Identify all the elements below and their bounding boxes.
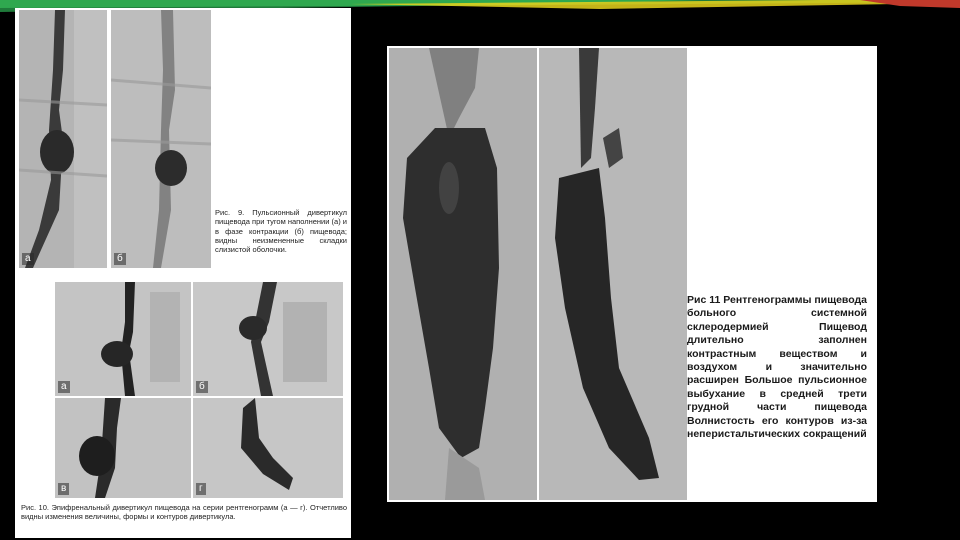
figure11-caption: Рис 11 Рентгенограммы пищевода больного системной склеродермией Пищевод длительно заполнен контрастным веществом и воздухом и значительно расширен Большое пульсионное выбухание в средней трети грудной части пищевода Волнистость его контуров из-за неперистальтических сокращений [687,294,867,441]
figure11-radiograph-left [389,48,537,500]
figure10-panel-d [193,398,343,498]
figure10-panel-c [55,398,191,498]
figure11-radiograph-right [539,48,687,500]
figure10-caption: Рис. 10. Эпифренальный дивертикул пищевода на серии рентгенограмм (а — г). Отчетливо видны изменения величины, формы и контуров дивертикула. [21,503,347,522]
left-book-page [15,8,351,538]
figure10-panel-a [55,282,191,396]
panel-letter: г [196,483,206,495]
figure9-panel-b [111,10,211,268]
panel-letter: a [22,253,34,265]
figure9-caption: Рис. 9. Пульсионный дивертикул пищевода при тугом наполнении (а) и в фазе контракции (б) пищевода; видны неизмененные складки слизистой оболочки. [215,208,347,255]
panel-letter: б [196,381,208,393]
figure10-panel-b [193,282,343,396]
panel-letter: а [58,381,70,393]
right-book-page [387,46,877,502]
figure9-panel-a [19,10,107,268]
panel-letter: б [114,253,126,265]
panel-letter: в [58,483,69,495]
